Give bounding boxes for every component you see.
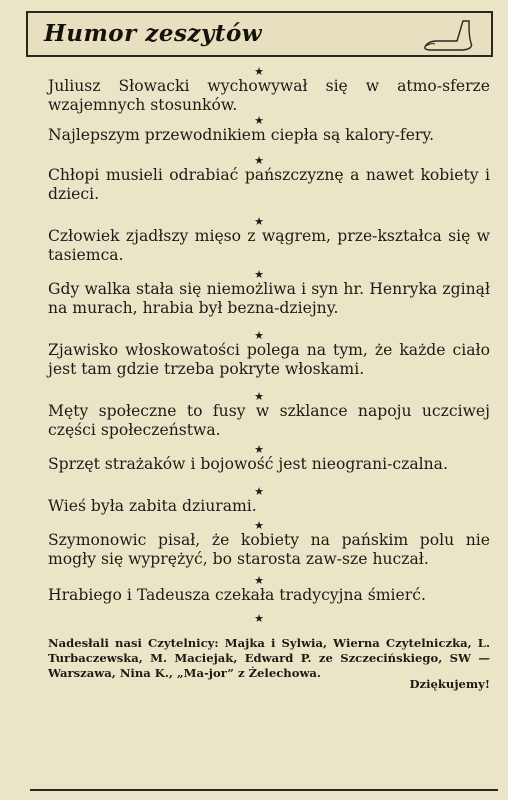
star-separator: ★	[254, 485, 264, 498]
star-separator: ★	[254, 154, 264, 167]
joke-entry: Gdy walka stała się niemożliwa i syn hr. Henryka zginął na murach, hrabia był bezna-dziejny.	[48, 280, 490, 317]
joke-entry: Wieś była zabita dziurami.	[48, 497, 257, 515]
joke-entry: Chłopi musieli odrabiać pańszczyznę a nawet kobiety i dzieci.	[48, 166, 490, 203]
star-separator: ★	[254, 612, 264, 625]
star-separator: ★	[254, 574, 264, 587]
star-separator: ★	[254, 519, 264, 532]
star-separator: ★	[254, 390, 264, 403]
joke-entry: Człowiek zjadłszy mięso z wągrem, prze-kształca się w tasiemca.	[48, 227, 490, 264]
foot-icon	[417, 17, 479, 53]
star-separator: ★	[254, 215, 264, 228]
joke-entry: Szymonowic pisał, że kobiety na pańskim polu nie mogły się wyprężyć, bo starosta zaw-sze huczał.	[48, 531, 490, 568]
joke-entry: Zjawisko włoskowatości polega na tym, że każde ciało jest tam gdzie trzeba pokryte włoskami.	[48, 341, 490, 378]
credits-thanks: Dziękujemy!	[409, 677, 490, 692]
credits-text: Nadesłali nasi Czytelnicy: Majka i Sylwia, Wierna Czytelniczka, L. Turbaczewska, M. Maciejak, Edward P. ze Szczecińskiego, SW — Warszawa, Nina K., „Ma-jor” z Żelechowa.	[48, 635, 490, 680]
star-separator: ★	[254, 114, 264, 127]
joke-entry: Juliusz Słowacki wychowywał się w atmo-sferze wzajemnych stosunków.	[48, 77, 490, 114]
column-header	[26, 11, 493, 57]
joke-entry: Sprzęt strażaków i bojowość jest nieograni-czalna.	[48, 455, 448, 473]
column-title: Humor zeszytów	[44, 20, 263, 47]
jokes-list	[48, 66, 490, 704]
joke-entry: Męty społeczne to fusy w szklance napoju uczciwej części społeczeństwa.	[48, 402, 490, 439]
star-separator: ★	[254, 65, 264, 78]
joke-entry: Najlepszym przewodnikiem ciepła są kalory-fery.	[48, 126, 435, 144]
bottom-rule	[30, 789, 498, 791]
star-separator: ★	[254, 329, 264, 342]
star-separator: ★	[254, 268, 264, 281]
joke-entry: Hrabiego i Tadeusza czekała tradycyjna śmierć.	[48, 586, 426, 604]
star-separator: ★	[254, 443, 264, 456]
